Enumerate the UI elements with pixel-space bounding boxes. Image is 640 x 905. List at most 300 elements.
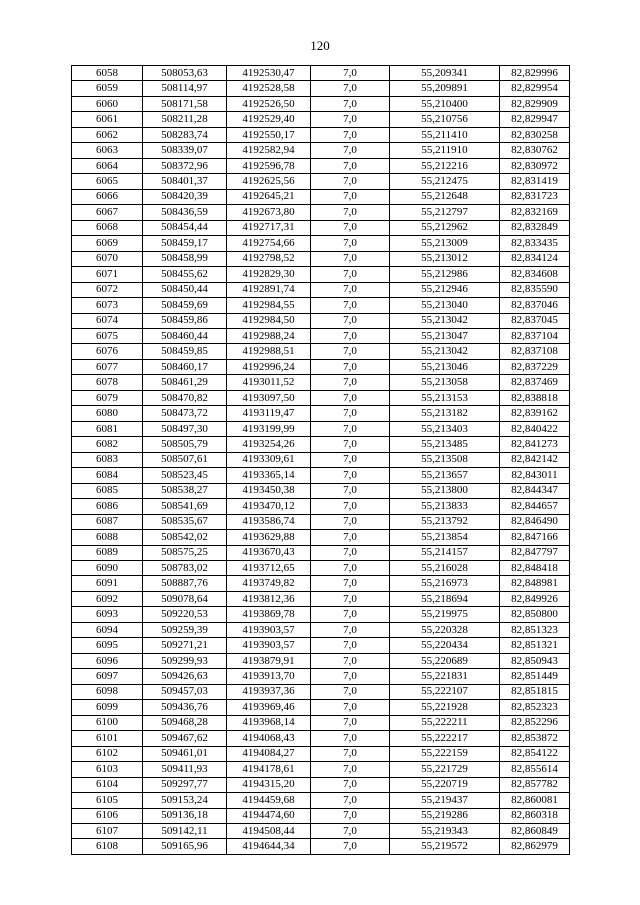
latitude-cell: 55,211410: [390, 127, 500, 142]
latitude-cell: 55,221928: [390, 700, 500, 715]
x-coordinate-cell: 508507,61: [143, 452, 227, 467]
x-coordinate-cell: 508505,79: [143, 437, 227, 452]
longitude-cell: 82,860081: [500, 793, 570, 808]
point-number-cell: 6098: [72, 684, 143, 699]
point-number-cell: 6062: [72, 127, 143, 142]
table-row: [72, 545, 570, 560]
point-number-cell: 6059: [72, 81, 143, 96]
point-number-cell: 6079: [72, 390, 143, 405]
table-row: [72, 158, 570, 173]
y-coordinate-cell: 4192996,24: [227, 359, 311, 374]
point-number-cell: 6085: [72, 483, 143, 498]
height-cell: 7,0: [311, 746, 390, 761]
table-row: [72, 468, 570, 483]
longitude-cell: 82,837108: [500, 344, 570, 359]
y-coordinate-cell: 4192645,21: [227, 189, 311, 204]
x-coordinate-cell: 508053,63: [143, 66, 227, 81]
latitude-cell: 55,212962: [390, 220, 500, 235]
latitude-cell: 55,213485: [390, 437, 500, 452]
point-number-cell: 6077: [72, 359, 143, 374]
y-coordinate-cell: 4194315,20: [227, 777, 311, 792]
y-coordinate-cell: 4194068,43: [227, 731, 311, 746]
latitude-cell: 55,219343: [390, 823, 500, 838]
longitude-cell: 82,844347: [500, 483, 570, 498]
table-row: [72, 437, 570, 452]
table-row: [72, 607, 570, 622]
x-coordinate-cell: 508171,58: [143, 96, 227, 111]
x-coordinate-cell: 509461,01: [143, 746, 227, 761]
x-coordinate-cell: 508114,97: [143, 81, 227, 96]
point-number-cell: 6100: [72, 715, 143, 730]
y-coordinate-cell: 4193450,38: [227, 483, 311, 498]
height-cell: 7,0: [311, 112, 390, 127]
y-coordinate-cell: 4193712,65: [227, 561, 311, 576]
y-coordinate-cell: 4192717,31: [227, 220, 311, 235]
y-coordinate-cell: 4193879,91: [227, 653, 311, 668]
table-row: [72, 715, 570, 730]
longitude-cell: 82,837104: [500, 328, 570, 343]
height-cell: 7,0: [311, 375, 390, 390]
y-coordinate-cell: 4193969,46: [227, 700, 311, 715]
x-coordinate-cell: 508455,62: [143, 267, 227, 282]
height-cell: 7,0: [311, 622, 390, 637]
longitude-cell: 82,830762: [500, 143, 570, 158]
y-coordinate-cell: 4192550,17: [227, 127, 311, 142]
x-coordinate-cell: 508523,45: [143, 468, 227, 483]
height-cell: 7,0: [311, 437, 390, 452]
table-row: [72, 684, 570, 699]
table-row: [72, 653, 570, 668]
point-number-cell: 6058: [72, 66, 143, 81]
y-coordinate-cell: 4193011,52: [227, 375, 311, 390]
y-coordinate-cell: 4193119,47: [227, 406, 311, 421]
x-coordinate-cell: 509142,11: [143, 823, 227, 838]
height-cell: 7,0: [311, 823, 390, 838]
point-number-cell: 6106: [72, 808, 143, 823]
longitude-cell: 82,851449: [500, 669, 570, 684]
latitude-cell: 55,213833: [390, 499, 500, 514]
height-cell: 7,0: [311, 808, 390, 823]
y-coordinate-cell: 4193199,99: [227, 421, 311, 436]
height-cell: 7,0: [311, 591, 390, 606]
height-cell: 7,0: [311, 205, 390, 220]
latitude-cell: 55,221729: [390, 762, 500, 777]
table-row: [72, 189, 570, 204]
point-number-cell: 6070: [72, 251, 143, 266]
y-coordinate-cell: 4193749,82: [227, 576, 311, 591]
table-row: [72, 251, 570, 266]
table-row: [72, 483, 570, 498]
longitude-cell: 82,843011: [500, 468, 570, 483]
height-cell: 7,0: [311, 653, 390, 668]
table-row: [72, 220, 570, 235]
point-number-cell: 6072: [72, 282, 143, 297]
table-row: [72, 421, 570, 436]
latitude-cell: 55,212216: [390, 158, 500, 173]
point-number-cell: 6091: [72, 576, 143, 591]
latitude-cell: 55,212797: [390, 205, 500, 220]
point-number-cell: 6099: [72, 700, 143, 715]
height-cell: 7,0: [311, 236, 390, 251]
point-number-cell: 6074: [72, 313, 143, 328]
table-row: [72, 638, 570, 653]
table-row: [72, 390, 570, 405]
x-coordinate-cell: 508459,85: [143, 344, 227, 359]
y-coordinate-cell: 4193812,36: [227, 591, 311, 606]
table-row: [72, 622, 570, 637]
height-cell: 7,0: [311, 483, 390, 498]
table-row: [72, 746, 570, 761]
longitude-cell: 82,850800: [500, 607, 570, 622]
height-cell: 7,0: [311, 189, 390, 204]
x-coordinate-cell: 509457,03: [143, 684, 227, 699]
height-cell: 7,0: [311, 545, 390, 560]
longitude-cell: 82,839162: [500, 406, 570, 421]
latitude-cell: 55,214157: [390, 545, 500, 560]
latitude-cell: 55,220434: [390, 638, 500, 653]
longitude-cell: 82,832169: [500, 205, 570, 220]
point-number-cell: 6104: [72, 777, 143, 792]
longitude-cell: 82,849926: [500, 591, 570, 606]
x-coordinate-cell: 508450,44: [143, 282, 227, 297]
table-row: [72, 298, 570, 313]
latitude-cell: 55,213058: [390, 375, 500, 390]
y-coordinate-cell: 4194459,68: [227, 793, 311, 808]
x-coordinate-cell: 508497,30: [143, 421, 227, 436]
height-cell: 7,0: [311, 530, 390, 545]
point-number-cell: 6105: [72, 793, 143, 808]
table-row: [72, 236, 570, 251]
latitude-cell: 55,213012: [390, 251, 500, 266]
height-cell: 7,0: [311, 514, 390, 529]
table-row: [72, 669, 570, 684]
table-row: [72, 205, 570, 220]
x-coordinate-cell: 509271,21: [143, 638, 227, 653]
longitude-cell: 82,857782: [500, 777, 570, 792]
table-row: [72, 530, 570, 545]
height-cell: 7,0: [311, 220, 390, 235]
longitude-cell: 82,837229: [500, 359, 570, 374]
y-coordinate-cell: 4194644,34: [227, 839, 311, 854]
x-coordinate-cell: 508460,17: [143, 359, 227, 374]
latitude-cell: 55,213657: [390, 468, 500, 483]
height-cell: 7,0: [311, 328, 390, 343]
longitude-cell: 82,832849: [500, 220, 570, 235]
table-row: [72, 96, 570, 111]
point-number-cell: 6096: [72, 653, 143, 668]
table-row: [72, 700, 570, 715]
point-number-cell: 6094: [72, 622, 143, 637]
longitude-cell: 82,830258: [500, 127, 570, 142]
x-coordinate-cell: 508538,27: [143, 483, 227, 498]
x-coordinate-cell: 509136,18: [143, 808, 227, 823]
x-coordinate-cell: 508783,02: [143, 561, 227, 576]
longitude-cell: 82,841273: [500, 437, 570, 452]
point-number-cell: 6081: [72, 421, 143, 436]
y-coordinate-cell: 4193309,61: [227, 452, 311, 467]
table-row: [72, 793, 570, 808]
longitude-cell: 82,829996: [500, 66, 570, 81]
latitude-cell: 55,218694: [390, 591, 500, 606]
latitude-cell: 55,213800: [390, 483, 500, 498]
height-cell: 7,0: [311, 561, 390, 576]
point-number-cell: 6060: [72, 96, 143, 111]
table-row: [72, 514, 570, 529]
y-coordinate-cell: 4192625,56: [227, 174, 311, 189]
x-coordinate-cell: 509078,64: [143, 591, 227, 606]
point-number-cell: 6086: [72, 499, 143, 514]
point-number-cell: 6066: [72, 189, 143, 204]
longitude-cell: 82,829947: [500, 112, 570, 127]
x-coordinate-cell: 509297,77: [143, 777, 227, 792]
latitude-cell: 55,213047: [390, 328, 500, 343]
x-coordinate-cell: 508436,59: [143, 205, 227, 220]
height-cell: 7,0: [311, 66, 390, 81]
height-cell: 7,0: [311, 96, 390, 111]
table-row: [72, 174, 570, 189]
longitude-cell: 82,842142: [500, 452, 570, 467]
latitude-cell: 55,209341: [390, 66, 500, 81]
y-coordinate-cell: 4193968,14: [227, 715, 311, 730]
longitude-cell: 82,830972: [500, 158, 570, 173]
longitude-cell: 82,852323: [500, 700, 570, 715]
point-number-cell: 6108: [72, 839, 143, 854]
latitude-cell: 55,213040: [390, 298, 500, 313]
table-row: [72, 66, 570, 81]
y-coordinate-cell: 4193470,12: [227, 499, 311, 514]
height-cell: 7,0: [311, 762, 390, 777]
table-row: [72, 808, 570, 823]
latitude-cell: 55,209891: [390, 81, 500, 96]
height-cell: 7,0: [311, 298, 390, 313]
y-coordinate-cell: 4192754,66: [227, 236, 311, 251]
point-number-cell: 6061: [72, 112, 143, 127]
longitude-cell: 82,829909: [500, 96, 570, 111]
y-coordinate-cell: 4192798,52: [227, 251, 311, 266]
y-coordinate-cell: 4192984,50: [227, 313, 311, 328]
height-cell: 7,0: [311, 421, 390, 436]
longitude-cell: 82,853872: [500, 731, 570, 746]
latitude-cell: 55,213042: [390, 313, 500, 328]
point-number-cell: 6090: [72, 561, 143, 576]
latitude-cell: 55,213042: [390, 344, 500, 359]
height-cell: 7,0: [311, 344, 390, 359]
longitude-cell: 82,837046: [500, 298, 570, 313]
y-coordinate-cell: 4193937,36: [227, 684, 311, 699]
point-number-cell: 6064: [72, 158, 143, 173]
height-cell: 7,0: [311, 251, 390, 266]
y-coordinate-cell: 4193913,70: [227, 669, 311, 684]
longitude-cell: 82,837045: [500, 313, 570, 328]
height-cell: 7,0: [311, 390, 390, 405]
longitude-cell: 82,860849: [500, 823, 570, 838]
longitude-cell: 82,844657: [500, 499, 570, 514]
latitude-cell: 55,213854: [390, 530, 500, 545]
y-coordinate-cell: 4192526,50: [227, 96, 311, 111]
y-coordinate-cell: 4193670,43: [227, 545, 311, 560]
height-cell: 7,0: [311, 452, 390, 467]
height-cell: 7,0: [311, 576, 390, 591]
y-coordinate-cell: 4192596,78: [227, 158, 311, 173]
x-coordinate-cell: 508372,96: [143, 158, 227, 173]
y-coordinate-cell: 4193903,57: [227, 622, 311, 637]
height-cell: 7,0: [311, 777, 390, 792]
latitude-cell: 55,222107: [390, 684, 500, 699]
height-cell: 7,0: [311, 638, 390, 653]
latitude-cell: 55,219572: [390, 839, 500, 854]
table-row: [72, 499, 570, 514]
x-coordinate-cell: 508470,82: [143, 390, 227, 405]
x-coordinate-cell: 509411,93: [143, 762, 227, 777]
latitude-cell: 55,210756: [390, 112, 500, 127]
table-row: [72, 127, 570, 142]
point-number-cell: 6084: [72, 468, 143, 483]
point-number-cell: 6101: [72, 731, 143, 746]
point-number-cell: 6071: [72, 267, 143, 282]
longitude-cell: 82,831419: [500, 174, 570, 189]
y-coordinate-cell: 4192528,58: [227, 81, 311, 96]
longitude-cell: 82,851815: [500, 684, 570, 699]
x-coordinate-cell: 508211,28: [143, 112, 227, 127]
table-row: [72, 406, 570, 421]
point-number-cell: 6107: [72, 823, 143, 838]
table-row: [72, 344, 570, 359]
table-row: [72, 359, 570, 374]
latitude-cell: 55,212648: [390, 189, 500, 204]
height-cell: 7,0: [311, 839, 390, 854]
x-coordinate-cell: 509426,63: [143, 669, 227, 684]
longitude-cell: 82,831723: [500, 189, 570, 204]
longitude-cell: 82,833435: [500, 236, 570, 251]
x-coordinate-cell: 508420,39: [143, 189, 227, 204]
table-row: [72, 561, 570, 576]
latitude-cell: 55,212475: [390, 174, 500, 189]
latitude-cell: 55,213153: [390, 390, 500, 405]
y-coordinate-cell: 4192829,30: [227, 267, 311, 282]
x-coordinate-cell: 508575,25: [143, 545, 227, 560]
latitude-cell: 55,216028: [390, 561, 500, 576]
y-coordinate-cell: 4192988,24: [227, 328, 311, 343]
table-row: [72, 143, 570, 158]
height-cell: 7,0: [311, 81, 390, 96]
longitude-cell: 82,855614: [500, 762, 570, 777]
point-number-cell: 6082: [72, 437, 143, 452]
table-body: [72, 66, 570, 855]
longitude-cell: 82,846490: [500, 514, 570, 529]
table-row: [72, 375, 570, 390]
point-number-cell: 6073: [72, 298, 143, 313]
point-number-cell: 6102: [72, 746, 143, 761]
latitude-cell: 55,213046: [390, 359, 500, 374]
y-coordinate-cell: 4192582,94: [227, 143, 311, 158]
x-coordinate-cell: 508454,44: [143, 220, 227, 235]
longitude-cell: 82,852296: [500, 715, 570, 730]
latitude-cell: 55,222211: [390, 715, 500, 730]
point-number-cell: 6103: [72, 762, 143, 777]
latitude-cell: 55,216973: [390, 576, 500, 591]
longitude-cell: 82,851323: [500, 622, 570, 637]
latitude-cell: 55,220689: [390, 653, 500, 668]
latitude-cell: 55,219286: [390, 808, 500, 823]
latitude-cell: 55,213792: [390, 514, 500, 529]
y-coordinate-cell: 4194178,61: [227, 762, 311, 777]
height-cell: 7,0: [311, 684, 390, 699]
point-number-cell: 6078: [72, 375, 143, 390]
y-coordinate-cell: 4193586,74: [227, 514, 311, 529]
longitude-cell: 82,851321: [500, 638, 570, 653]
height-cell: 7,0: [311, 731, 390, 746]
x-coordinate-cell: 508401,37: [143, 174, 227, 189]
point-number-cell: 6063: [72, 143, 143, 158]
longitude-cell: 82,854122: [500, 746, 570, 761]
latitude-cell: 55,213403: [390, 421, 500, 436]
table-row: [72, 313, 570, 328]
point-number-cell: 6080: [72, 406, 143, 421]
coordinates-table: [71, 65, 570, 855]
y-coordinate-cell: 4194508,44: [227, 823, 311, 838]
page-number: 120: [310, 38, 330, 53]
point-number-cell: 6092: [72, 591, 143, 606]
x-coordinate-cell: 508458,99: [143, 251, 227, 266]
x-coordinate-cell: 509165,96: [143, 839, 227, 854]
point-number-cell: 6076: [72, 344, 143, 359]
height-cell: 7,0: [311, 499, 390, 514]
y-coordinate-cell: 4194084,27: [227, 746, 311, 761]
y-coordinate-cell: 4192984,55: [227, 298, 311, 313]
height-cell: 7,0: [311, 359, 390, 374]
y-coordinate-cell: 4194474,60: [227, 808, 311, 823]
x-coordinate-cell: 509467,62: [143, 731, 227, 746]
x-coordinate-cell: 509259,39: [143, 622, 227, 637]
table-row: [72, 328, 570, 343]
x-coordinate-cell: 509436,76: [143, 700, 227, 715]
y-coordinate-cell: 4193097,50: [227, 390, 311, 405]
height-cell: 7,0: [311, 607, 390, 622]
table-row: [72, 823, 570, 838]
x-coordinate-cell: 508459,86: [143, 313, 227, 328]
x-coordinate-cell: 509153,24: [143, 793, 227, 808]
longitude-cell: 82,837469: [500, 375, 570, 390]
point-number-cell: 6089: [72, 545, 143, 560]
longitude-cell: 82,834608: [500, 267, 570, 282]
table-row: [72, 839, 570, 854]
y-coordinate-cell: 4193629,88: [227, 530, 311, 545]
latitude-cell: 55,219437: [390, 793, 500, 808]
latitude-cell: 55,220328: [390, 622, 500, 637]
latitude-cell: 55,212946: [390, 282, 500, 297]
latitude-cell: 55,213009: [390, 236, 500, 251]
latitude-cell: 55,211910: [390, 143, 500, 158]
height-cell: 7,0: [311, 267, 390, 282]
x-coordinate-cell: 509468,28: [143, 715, 227, 730]
longitude-cell: 82,848981: [500, 576, 570, 591]
point-number-cell: 6065: [72, 174, 143, 189]
x-coordinate-cell: 509299,93: [143, 653, 227, 668]
x-coordinate-cell: 508459,17: [143, 236, 227, 251]
height-cell: 7,0: [311, 158, 390, 173]
longitude-cell: 82,834124: [500, 251, 570, 266]
table-row: [72, 267, 570, 282]
height-cell: 7,0: [311, 143, 390, 158]
height-cell: 7,0: [311, 715, 390, 730]
y-coordinate-cell: 4193254,26: [227, 437, 311, 452]
height-cell: 7,0: [311, 700, 390, 715]
latitude-cell: 55,220719: [390, 777, 500, 792]
x-coordinate-cell: 508535,67: [143, 514, 227, 529]
table-row: [72, 452, 570, 467]
height-cell: 7,0: [311, 313, 390, 328]
x-coordinate-cell: 509220,53: [143, 607, 227, 622]
